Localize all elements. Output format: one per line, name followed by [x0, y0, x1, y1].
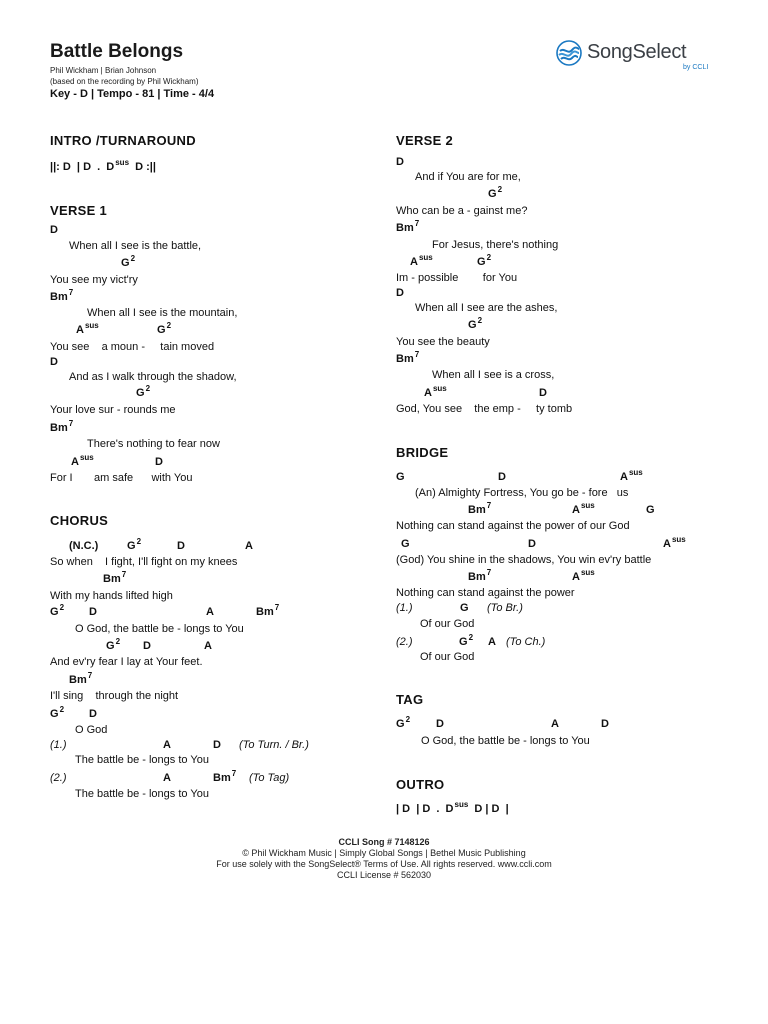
lyric-line: (God) You shine in the shadows, You win ev'ry battle	[396, 554, 652, 566]
lyric-line: Who can be a - gainst me?	[396, 205, 528, 217]
chord-extension: sus	[79, 453, 94, 462]
chord	[488, 635, 496, 649]
chord	[572, 503, 595, 518]
chord-root: G	[468, 319, 477, 331]
chord	[50, 421, 73, 436]
chord-root: G	[488, 188, 497, 200]
chord	[50, 355, 58, 369]
chord-root: A	[620, 471, 628, 483]
chord	[498, 470, 506, 484]
chord-root: Bm	[103, 573, 121, 585]
section-heading: INTRO /TURNAROUND	[50, 133, 196, 148]
chord	[646, 503, 655, 517]
lyric-line: Your love sur - rounds me	[50, 404, 176, 416]
chord	[177, 539, 185, 553]
chord-root: G	[157, 324, 166, 336]
chord	[396, 470, 405, 484]
lyric-line: So when I fight, I'll fight on my knees	[50, 556, 238, 568]
chord-root: A	[245, 540, 253, 552]
chord-root: A	[76, 324, 84, 336]
chord-root: Bm	[69, 674, 87, 686]
chord-root: A	[424, 387, 432, 399]
chord	[601, 717, 609, 731]
lyric-line: The battle be - longs to You	[75, 754, 209, 766]
songselect-logo[interactable]	[556, 38, 726, 74]
chord-root: A	[551, 718, 559, 730]
chord-extension: 7	[68, 419, 74, 428]
chord-extension: 2	[477, 316, 483, 325]
chord-extension: 7	[121, 570, 127, 579]
chord	[396, 286, 404, 300]
chord-root: D	[155, 456, 163, 468]
chord-root: D	[601, 718, 609, 730]
chord-extension: 7	[486, 568, 492, 577]
recording-credit: (based on the recording by Phil Wickham)	[50, 77, 199, 86]
chord-root: G	[396, 718, 405, 730]
chord-root: A	[410, 256, 418, 268]
chord-extension: 2	[136, 537, 142, 546]
direction-note: (To Tag)	[249, 772, 290, 784]
chord-extension: 7	[87, 671, 93, 680]
section-heading: VERSE 2	[396, 133, 454, 148]
chord	[50, 605, 64, 620]
chord-root: A	[488, 636, 496, 648]
chord-root: G	[477, 256, 486, 268]
chord-root: (N.C.)	[69, 540, 99, 552]
chord-extension: sus	[115, 158, 130, 167]
chord-root: D	[396, 156, 404, 168]
copyright-line: © Phil Wickham Music | Simply Global Songs | Bethel Music Publishing	[242, 848, 526, 858]
lyric-line: The battle be - longs to You	[75, 788, 209, 800]
lyric-line: For I am safe with You	[50, 472, 193, 484]
lyric-line: There's nothing to fear now	[87, 438, 220, 450]
outro-chord-line	[396, 802, 509, 817]
chord-extension: 2	[145, 384, 151, 393]
chord	[143, 639, 151, 653]
chord	[572, 570, 595, 585]
logo-wordmark: SongSelect	[587, 41, 687, 63]
chord-extension: 2	[115, 637, 121, 646]
chord	[213, 738, 221, 752]
chord-root: A	[71, 456, 79, 468]
chord	[620, 470, 643, 485]
lyric-line: You see the beauty	[396, 336, 490, 348]
section-heading: BRIDGE	[396, 445, 449, 460]
chord-extension: sus	[454, 800, 469, 809]
ending-marker: (1.)	[50, 739, 67, 751]
chord	[155, 455, 163, 469]
ccli-song-number: CCLI Song # 7148126	[338, 837, 430, 847]
chord-extension: sus	[628, 468, 643, 477]
chord-root: G	[460, 602, 469, 614]
chord	[539, 386, 547, 400]
chord-root: G	[401, 538, 410, 550]
chord-root: D	[177, 540, 185, 552]
lyric-line: Of our God	[420, 618, 475, 630]
chord	[256, 605, 279, 620]
chord	[460, 601, 469, 615]
lyric-line: O God	[75, 724, 108, 736]
chord-root: Bm	[50, 291, 68, 303]
section-heading: CHORUS	[50, 513, 109, 528]
song-title: Battle Belongs	[50, 41, 184, 62]
chord	[410, 255, 433, 270]
chord-extension: 2	[59, 705, 65, 714]
chord-extension: sus	[432, 384, 447, 393]
chord-root: G	[127, 540, 136, 552]
lyric-line: And ev'ry fear I lay at Your feet.	[50, 656, 203, 668]
chord-sequence: | D | D . D	[396, 803, 454, 815]
section-heading: OUTRO	[396, 777, 445, 792]
chord-root: Bm	[213, 772, 231, 784]
chord	[69, 673, 92, 688]
chord	[213, 771, 236, 786]
chord	[468, 318, 482, 333]
chord-extension: 2	[468, 633, 474, 642]
chord-extension: 2	[166, 321, 172, 330]
chord-extension: 2	[130, 254, 136, 263]
chord-root: Bm	[468, 504, 486, 516]
chord-root: G	[50, 606, 59, 618]
chord-extension: sus	[580, 501, 595, 510]
chord-root: D	[50, 224, 58, 236]
chord-extension: sus	[580, 568, 595, 577]
lyric-line: For Jesus, there's nothing	[432, 239, 559, 251]
chord-root: D	[528, 538, 536, 550]
lyric-line: And as I walk through the shadow,	[69, 371, 237, 383]
logo-byline: by CCLI	[683, 64, 709, 71]
songselect-wave-icon	[556, 40, 582, 66]
chord-root: Bm	[468, 571, 486, 583]
chord-extension: 7	[274, 603, 280, 612]
chord	[157, 323, 171, 338]
chord-root: Bm	[50, 422, 68, 434]
chord	[401, 537, 410, 551]
ccli-license: CCLI License # 562030	[336, 870, 432, 880]
chord-root: Bm	[256, 606, 274, 618]
chord-root: D	[539, 387, 547, 399]
chord-sequence: ||: D | D . D	[50, 161, 115, 173]
song-authors: Phil Wickham | Brian Johnson	[50, 66, 157, 75]
section-heading: TAG	[396, 692, 424, 707]
song-key-tempo-time: Key - D | Tempo - 81 | Time - 4/4	[50, 88, 215, 100]
chord-root: D	[143, 640, 151, 652]
chord-root: D	[436, 718, 444, 730]
chord	[76, 323, 99, 338]
lyric-line: (An) Almighty Fortress, You go be - fore us	[415, 487, 629, 499]
chord	[551, 717, 559, 731]
chord-root: G	[646, 504, 655, 516]
chord-root: A	[163, 739, 171, 751]
chord	[204, 639, 212, 653]
chord-extension: 7	[231, 769, 237, 778]
chord-root: D	[396, 287, 404, 299]
chord	[424, 386, 447, 401]
chord	[127, 539, 141, 554]
lyric-line: With my hands lifted high	[50, 590, 173, 602]
chord-root: G	[396, 471, 405, 483]
chord	[163, 771, 171, 785]
chord	[106, 639, 120, 654]
chord-extension: 2	[59, 603, 65, 612]
chord-root: A	[663, 538, 671, 550]
ending-marker: (1.)	[396, 602, 413, 614]
lyric-line: When all I see is the battle,	[69, 240, 202, 252]
chord-root: Bm	[396, 222, 414, 234]
direction-note: (To Ch.)	[506, 636, 546, 648]
chord-extension: sus	[418, 253, 433, 262]
chord	[50, 707, 64, 722]
chord-root: G	[121, 257, 130, 269]
chord-extension: sus	[84, 321, 99, 330]
chord-extension: 7	[414, 350, 420, 359]
chord	[663, 537, 686, 552]
lyric-line: Of our God	[420, 651, 475, 663]
chord	[245, 539, 253, 553]
intro-chord-line	[50, 160, 156, 175]
section-heading: VERSE 1	[50, 203, 108, 218]
chord-root: A	[572, 504, 580, 516]
chord	[121, 256, 135, 271]
chord	[436, 717, 444, 731]
chord-root: G	[50, 708, 59, 720]
chord	[488, 187, 502, 202]
chord-extension: 2	[497, 185, 503, 194]
chord	[396, 155, 404, 169]
ending-marker: (2.)	[396, 636, 413, 648]
chord	[468, 570, 491, 585]
chord	[69, 539, 98, 553]
lyric-line: You see my vict'ry	[50, 274, 138, 286]
lyric-line: I'll sing through the night	[50, 690, 179, 702]
chord-root: G	[136, 387, 145, 399]
chord-root: G	[459, 636, 468, 648]
lyric-line: And if You are for me,	[415, 171, 521, 183]
lyric-line: Nothing can stand against the power of our God	[396, 520, 630, 532]
chord-root: G	[106, 640, 115, 652]
chord-root: D	[213, 739, 221, 751]
direction-note: (To Br.)	[487, 602, 523, 614]
chord-sequence: D :||	[129, 161, 156, 173]
chord	[396, 352, 419, 367]
chord-extension: 2	[486, 253, 492, 262]
lyric-line: You see a moun - tain moved	[50, 341, 215, 353]
chord-root: A	[163, 772, 171, 784]
chord-root: D	[498, 471, 506, 483]
chord-extension: 7	[68, 288, 74, 297]
lyric-line: When all I see are the ashes,	[415, 302, 558, 314]
lyric-line: Nothing can stand against the power	[396, 587, 575, 599]
chord	[50, 223, 58, 237]
terms-line: For use solely with the SongSelect® Terms of Use. All rights reserved. www.ccli.com	[216, 859, 552, 869]
chord	[477, 255, 491, 270]
chord	[89, 707, 97, 721]
lyric-line: When all I see is the mountain,	[87, 307, 238, 319]
lyric-line: O God, the battle be - longs to You	[421, 735, 590, 747]
chord	[459, 635, 473, 650]
lyric-line: When all I see is a cross,	[432, 369, 555, 381]
chord	[206, 605, 214, 619]
lyric-line: O God, the battle be - longs to You	[75, 623, 244, 635]
chord	[396, 221, 419, 236]
direction-note: (To Turn. / Br.)	[239, 739, 309, 751]
chord	[103, 572, 126, 587]
chord-sequence: D | D |	[468, 803, 509, 815]
chord	[163, 738, 171, 752]
chord	[71, 455, 94, 470]
chord-extension: 7	[486, 501, 492, 510]
chord	[468, 503, 491, 518]
chord-extension: 7	[414, 219, 420, 228]
chord	[396, 717, 410, 732]
chord-root: A	[572, 571, 580, 583]
ending-marker: (2.)	[50, 772, 67, 784]
chord-root: Bm	[396, 353, 414, 365]
chord	[50, 290, 73, 305]
chord	[136, 386, 150, 401]
chord	[89, 605, 97, 619]
chord	[528, 537, 536, 551]
chord-root: A	[204, 640, 212, 652]
chord-root: D	[89, 708, 97, 720]
lyric-line: God, You see the emp - ty tomb	[396, 403, 573, 415]
chord-extension: 2	[405, 715, 411, 724]
lyric-line: Im - possible for You	[396, 272, 518, 284]
chord-root: D	[50, 356, 58, 368]
chord-extension: sus	[671, 535, 686, 544]
chord-root: A	[206, 606, 214, 618]
chord-root: D	[89, 606, 97, 618]
